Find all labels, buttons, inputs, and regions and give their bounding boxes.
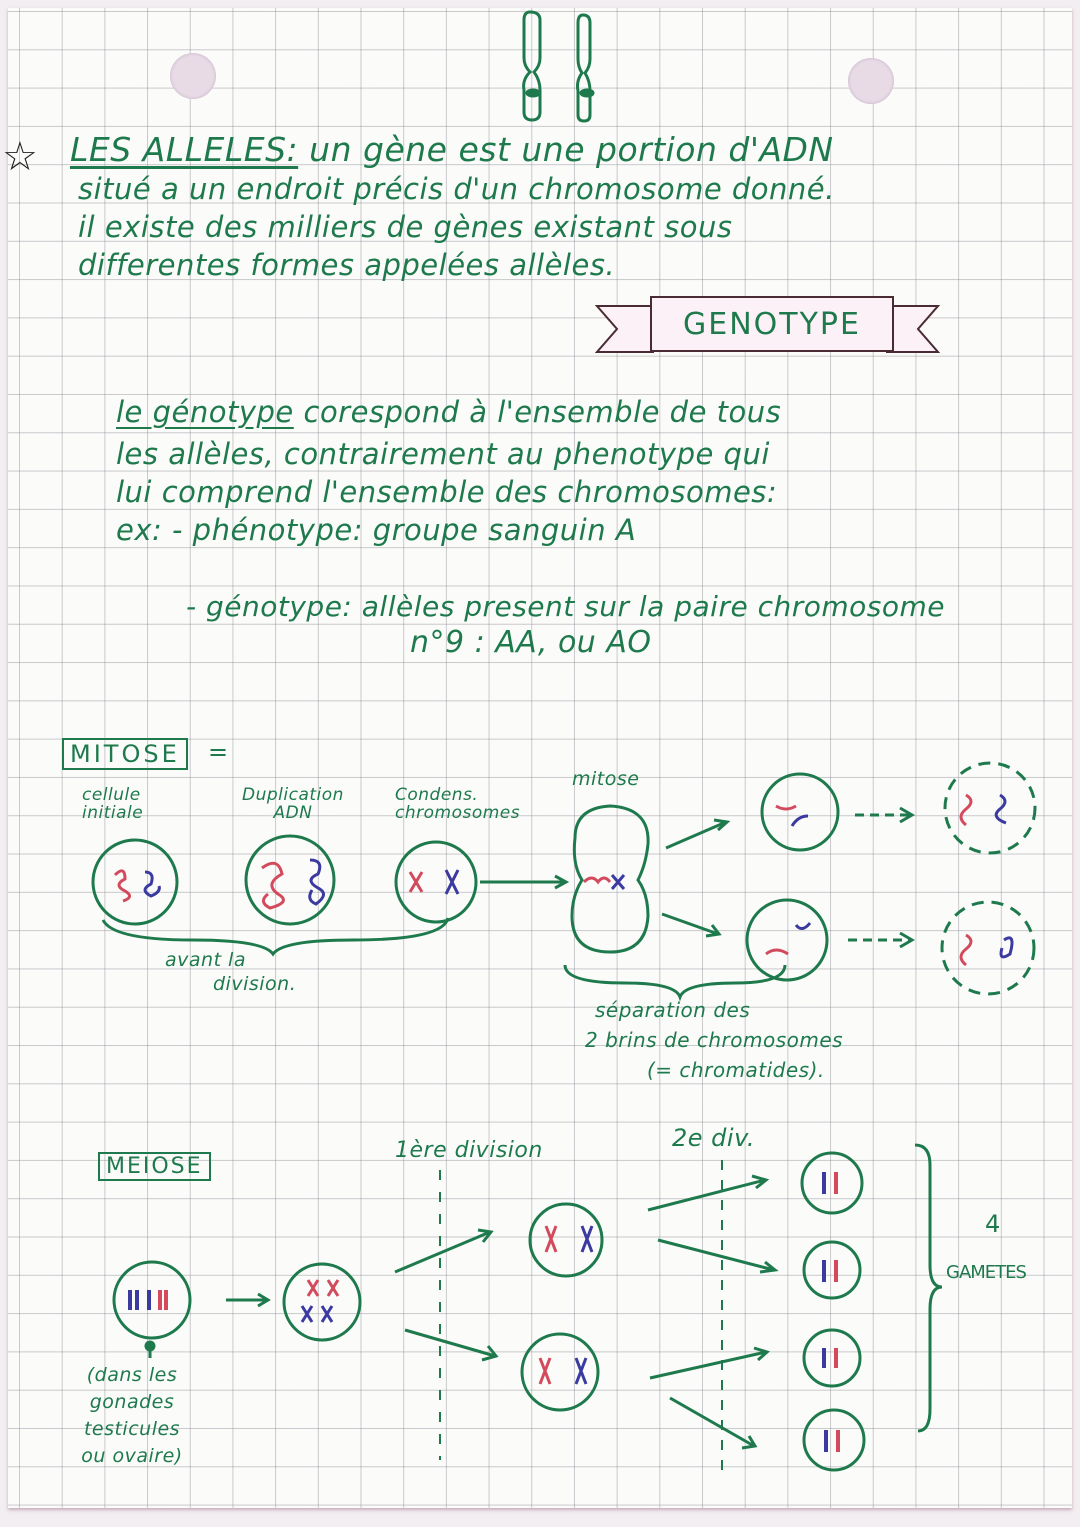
genotype-line-2: les allèles, contrairement au phenotype qui: [116, 437, 770, 471]
alleles-line-3: il existe des milliers de gènes existant sous: [78, 210, 733, 244]
stage-label-mitose: mitose: [572, 768, 640, 790]
pointer-up-icon: [146, 1342, 154, 1358]
star-icon: ☆: [2, 134, 38, 180]
cell-condensation: [396, 842, 476, 922]
origin-note: (dans les gonades testicules ou ovaire): [81, 1364, 183, 1467]
stage-label-initial: cellule initiale: [82, 785, 144, 823]
genotype-line-1: le génotype corespond à l'ensemble de tous: [116, 395, 782, 429]
brace-label-avant: avant la division.: [165, 949, 297, 995]
first-division-label: 1ère division: [395, 1138, 543, 1163]
gametes-label: GAMETES: [946, 1262, 1026, 1283]
cell-mitose: [572, 806, 648, 952]
genotype-line-3: lui comprend l'ensemble des chromosomes:: [116, 475, 778, 509]
stage-label-condensation: Condens. chromosomes: [395, 785, 521, 823]
meiose-title: MEIOSE: [98, 1152, 211, 1181]
separation-label: séparation des 2 brins de chromosomes (= chromatides).: [585, 998, 844, 1082]
genotype-line-5: - génotype: allèles present sur la paire chromosome: [186, 590, 945, 623]
cell-duplication: [246, 836, 334, 924]
genotype-line-4: ex: - phénotype: groupe sanguin A: [116, 513, 637, 547]
alleles-line-1: LES ALLELES: un gène est une portion d'ADN: [70, 130, 834, 169]
second-division-label: 2e div.: [672, 1124, 755, 1152]
cell-initial: [93, 840, 177, 924]
genotype-line-6: n°9 : AA, ou AO: [410, 625, 652, 660]
alleles-line-4: differentes formes appelées allèles.: [78, 248, 616, 282]
chromosome-pair-icon: [524, 12, 593, 121]
gametes-count: 4: [985, 1210, 1001, 1238]
mitose-equals: =: [208, 738, 229, 766]
mitose-title: MITOSE: [62, 738, 188, 770]
genotype-banner: [595, 296, 940, 354]
alleles-line-2: situé a un endroit précis d'un chromosome donné.: [78, 172, 835, 206]
banner-title: GENOTYPE: [650, 296, 894, 352]
stage-label-duplication: Duplication ADN: [242, 785, 344, 823]
alleles-title: LES ALLELES:: [70, 130, 299, 169]
